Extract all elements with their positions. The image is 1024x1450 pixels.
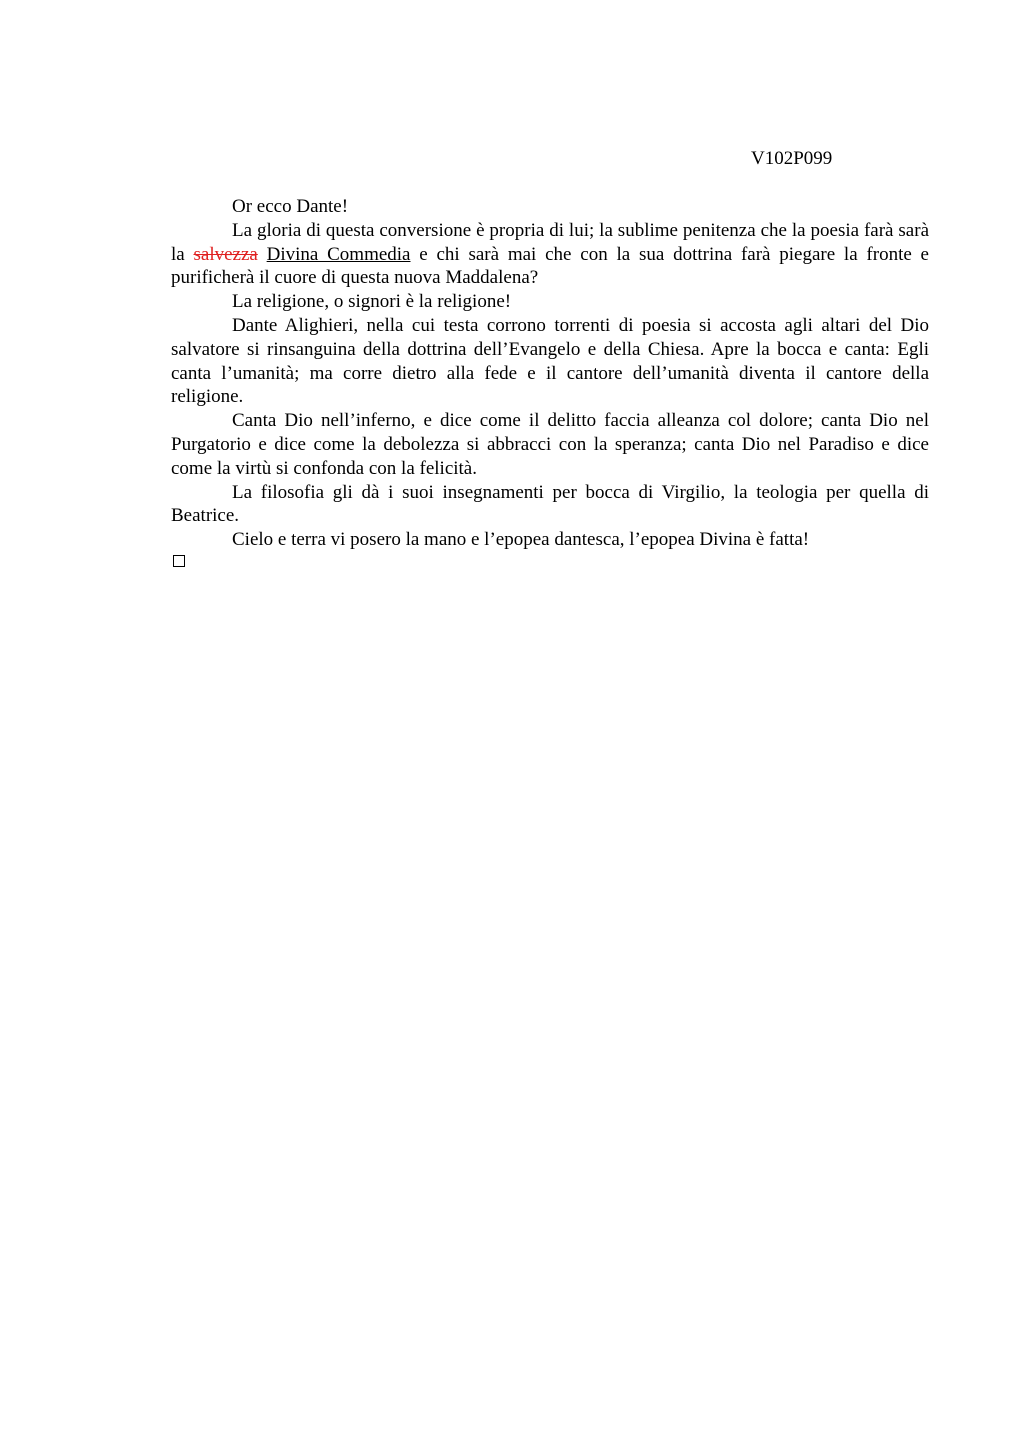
paragraph-7: Cielo e terra vi posero la mano e l’epopea dantesca, l’epopea Divina è fatta!	[232, 529, 810, 551]
deleted-word: salvezza	[193, 243, 258, 265]
end-of-text-box-icon	[173, 555, 185, 567]
page-identifier: V102P099	[751, 148, 833, 169]
paragraph-1: Or ecco Dante!	[232, 196, 349, 217]
document-body	[171, 195, 929, 552]
paragraph-5: Canta Dio nell’inferno, e dice come il delitto faccia alleanza col dolore; canta Dio nel Purgatorio e dice come la debolezza si abbracci con la speranza; canta Dio nel Paradiso e dice come la virtù si confonda con la felicità.	[171, 410, 929, 479]
inserted-phrase: Divina Commedia	[266, 243, 411, 265]
paragraph-2	[171, 219, 929, 290]
paragraph-2-text-before: La gloria di questa conversione è propria di lui; la sublime penitenza che la poesia farà sarà la	[171, 219, 929, 265]
paragraph-4: Dante Alighieri, nella cui testa corrono torrenti di poesia si accosta agli altari del Dio salvatore si rinsanguina della dottrina dell’Evangelo e della Chiesa. Apre la bocca e canta: Egli canta l’umanità; ma corre dietro alla fede e il cantore dell’umanità diventa il cantore della religione.	[171, 314, 929, 408]
paragraph-3: La religione, o signori è la religione!	[232, 291, 512, 313]
paragraph-6: La filosofia gli dà i suoi insegnamenti per bocca di Virgilio, la teologia per quella di Beatrice.	[171, 481, 929, 527]
paragraph-2-text-after: e chi sarà mai che con la sua dottrina farà piegare la fronte e purificherà il cuore di questa nuova Maddalena?	[171, 243, 929, 289]
